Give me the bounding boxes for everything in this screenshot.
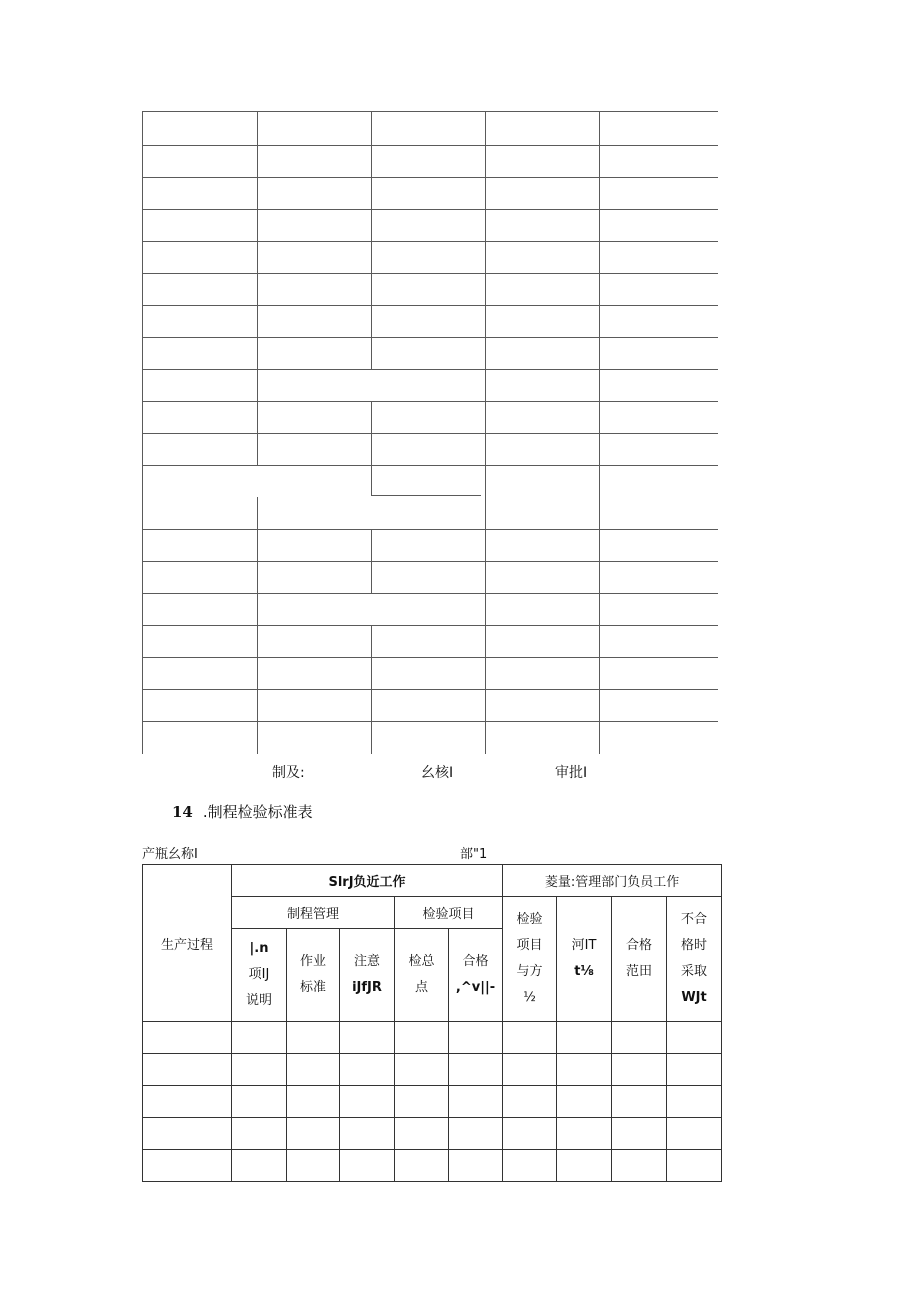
hdr-line: 合格: [462, 954, 489, 969]
hdr-line: 采取: [681, 964, 708, 979]
grid-line: [142, 465, 718, 466]
hdr-line: iJfJR: [352, 980, 382, 995]
grid-line: [371, 111, 372, 369]
table-row: [143, 1150, 722, 1182]
table-row: [143, 1022, 722, 1054]
department-label: 部"1: [460, 847, 488, 862]
grid-line: [257, 111, 258, 465]
blank-grid-table: [142, 111, 718, 754]
table-row: [143, 1054, 722, 1086]
hdr-line: 标准: [299, 980, 326, 995]
table-row: [143, 1086, 722, 1118]
header-inspect-method: [503, 897, 557, 1022]
grid-line: [485, 111, 486, 754]
grid-line: [599, 111, 600, 754]
grid-line: [142, 177, 718, 178]
hdr-line: 项IJ: [248, 967, 270, 982]
header-check-point: [395, 929, 449, 1022]
header-group-left: [232, 865, 503, 897]
grid-line: [142, 305, 718, 306]
review-label: 幺核I: [421, 765, 454, 781]
hdr-line: 说明: [245, 993, 272, 1008]
grid-line: [142, 401, 718, 402]
grid-line: [371, 401, 372, 495]
header-notes: [340, 929, 395, 1022]
grid-line: [142, 529, 718, 530]
hdr-line: 检验: [516, 912, 543, 927]
hdr-line: 合格: [626, 938, 653, 953]
header-work-standard: [287, 929, 340, 1022]
hdr-line: t⅛: [574, 964, 594, 979]
table-row: [143, 1118, 722, 1150]
grid-line: [142, 273, 718, 274]
header-process: 生产过程: [143, 865, 232, 1022]
grid-line: [142, 689, 718, 690]
grid-line: [371, 529, 372, 593]
section-heading: [172, 801, 313, 822]
grid-line: [371, 625, 372, 754]
grid-line: [142, 111, 718, 112]
grid-line: [371, 495, 481, 496]
header-fail-action: [667, 897, 722, 1022]
grid-line: [142, 337, 718, 338]
grid-line: [142, 657, 718, 658]
grid-line: [142, 209, 718, 210]
header-process-management: 制程管理: [232, 897, 395, 929]
product-name-label: 产瓶幺称I: [142, 847, 198, 862]
header-group-left-text: SlrJ负近工作: [328, 875, 406, 890]
hdr-line: 范田: [626, 964, 653, 979]
grid-line: [142, 369, 718, 370]
header-item-description: [232, 929, 287, 1022]
inspection-standard-table: [142, 864, 722, 1182]
header-inspection-items: 检验项目: [395, 897, 503, 929]
hdr-line: ,^v||-: [455, 980, 496, 995]
grid-line: [142, 241, 718, 242]
hdr-line: 检总: [408, 954, 435, 969]
grid-line: [142, 145, 718, 146]
grid-line: [142, 593, 718, 594]
section-title: .制程检验标准表: [202, 803, 313, 821]
grid-line: [142, 721, 718, 722]
grid-line: [142, 561, 718, 562]
hdr-line: 不合: [681, 912, 708, 927]
hdr-line: 项目: [516, 938, 543, 953]
approve-label: 审批I: [555, 765, 588, 781]
grid-line: [142, 433, 718, 434]
grid-line: [142, 111, 143, 754]
header-group-right: 菱量:管理部门负员工作: [503, 865, 722, 897]
made-by-label: 制及:: [272, 765, 305, 781]
hdr-line: 与方: [516, 964, 543, 979]
header-frequency: [557, 897, 612, 1022]
hdr-line: 格时: [681, 938, 708, 953]
grid-line: [142, 625, 718, 626]
section-number: 14: [172, 803, 193, 821]
hdr-line: 作业: [299, 954, 326, 969]
hdr-line: WJt: [681, 990, 707, 1005]
hdr-line: 点: [414, 980, 428, 995]
hdr-line: |.n: [249, 941, 269, 956]
hdr-line: 注意: [353, 954, 380, 969]
hdr-line: ½: [523, 990, 536, 1005]
grid-line: [257, 497, 258, 754]
header-pass-range: [612, 897, 667, 1022]
hdr-line: 河IT: [571, 938, 597, 953]
header-pass: [449, 929, 503, 1022]
